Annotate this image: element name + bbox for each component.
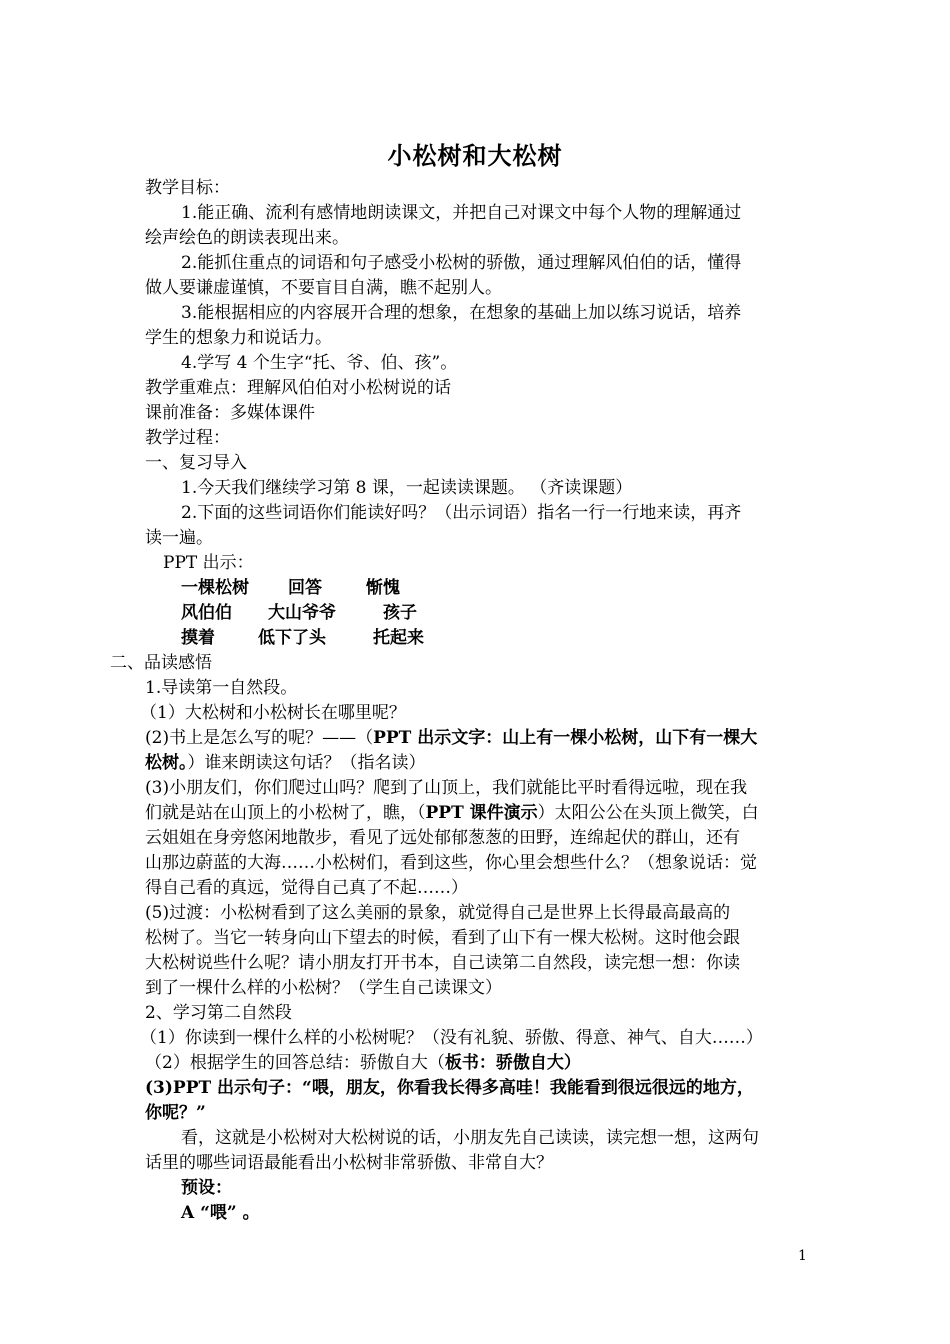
step-2-q2: （2）根据学生的回答总结：骄傲自大（板书：骄傲自大） [145,1053,581,1073]
step-1-q2-line-2: 松树。）谁来朗读这句话？（指名读） [145,753,426,773]
preset-label: 预设： [181,1178,232,1198]
ppt-word: 托起来 [373,628,424,648]
step-1-heading: 1.导读第一自然段。 [145,678,298,698]
ppt-word: 低下了头 [258,628,326,648]
ppt-label: PPT 出示： [163,553,254,573]
step-2-q4-line-1: 看，这就是小松树对大松树说的话，小朋友先自己读读，读完想一想，这两句 [181,1128,759,1148]
step-1-q3-line-4: 山那边蔚蓝的大海……小松树们，看到这些，你心里会想些什么？（想象说话：觉 [145,853,757,873]
ppt-word: 风伯伯 [181,603,232,623]
step-1-q3-line-3: 云姐姐在身旁悠闲地散步，看见了远处郁郁葱葱的田野，连绵起伏的群山，还有 [145,828,740,848]
key-difficulty: 教学重难点：理解风伯伯对小松树说的话 [145,378,451,398]
page-number: 1 [798,1248,807,1264]
step-2-q1: （1）你读到一棵什么样的小松树呢？（没有礼貌、骄傲、得意、神气、自大……） [140,1028,763,1048]
step-1-q2-line-1: (2)书上是怎么写的呢？——（PPT 出示文字：山上有一棵小松树，山下有一棵大 [145,728,758,748]
goal-3-line-1: 3.能根据相应的内容展开合理的想象，在想象的基础上加以练习说话，培养 [181,303,742,323]
ppt-word: 大山爷爷 [268,603,336,623]
step-2-q3-line-2: 你呢？” [145,1103,206,1123]
step-2-q3-line-1: (3)PPT 出示句子：“喂，朋友，你看我长得多高哇！我能看到很远很远的地方， [145,1078,754,1098]
process-heading: 教学过程： [145,428,230,448]
goal-4: 4.学写 4 个生字“托、爷、伯、孩”。 [181,353,458,373]
part-1-heading: 一、复习导入 [145,453,247,473]
step-1-q1: （1）大松树和小松树长在哪里呢？ [140,703,406,723]
preset-a: A “喂” 。 [181,1203,260,1223]
ppt-word: 一棵松树 [181,578,249,598]
goal-3-line-2: 学生的想象力和说话力。 [145,328,332,348]
ppt-word: 摸着 [181,628,215,648]
section-goals: 教学目标： [145,178,230,198]
ppt-word: 回答 [288,578,322,598]
part-1-item-2-line-1: 2.下面的这些词语你们能读好吗？（出示词语）指名一行一行地来读，再齐 [181,503,742,523]
goal-1-line-1: 1.能正确、流利有感情地朗读课文，并把自己对课文中每个人物的理解通过 [181,203,742,223]
step-1-q3-line-5: 得自己看的真远，觉得自己真了不起……） [145,878,468,898]
step-1-q3-line-1: (3)小朋友们，你们爬过山吗？爬到了山顶上，我们就能比平时看得远啦，现在我 [145,778,748,798]
goal-2-line-1: 2.能抓住重点的词语和句子感受小松树的骄傲，通过理解风伯伯的话，懂得 [181,253,742,273]
step-1-q5-line-1: (5)过渡：小松树看到了这么美丽的景象，就觉得自己是世界上长得最高最高的 [145,903,731,923]
part-1-item-2-line-2: 读一遍。 [145,528,213,548]
step-1-q3-line-2: 们就是站在山顶上的小松树了，瞧，（PPT 课件演示）太阳公公在头顶上微笑，白 [145,803,759,823]
goal-1-line-2: 绘声绘色的朗读表现出来。 [145,228,349,248]
part-1-item-1: 1.今天我们继续学习第 8 课，一起读读课题。 （齐读课题） [181,478,633,498]
step-1-q5-line-3: 大松树说些什么呢？请小朋友打开书本，自己读第二自然段，读完想一想：你读 [145,953,740,973]
step-2-q4-line-2: 话里的哪些词语最能看出小松树非常骄傲、非常自大？ [145,1153,553,1173]
document-title: 小松树和大松树 [387,141,563,170]
part-2-heading: 二、品读感悟 [110,653,212,673]
ppt-word: 孩子 [383,603,417,623]
step-2-heading: 2、学习第二自然段 [145,1003,292,1023]
step-1-q5-line-2: 松树了。当它一转身向山下望去的时候，看到了山下有一棵大松树。这时他会跟 [145,928,740,948]
step-1-q5-line-4: 到了一棵什么样的小松树？（学生自己读课文） [145,978,502,998]
ppt-word: 惭愧 [366,578,400,598]
preparation: 课前准备：多媒体课件 [145,403,315,423]
goal-2-line-2: 做人要谦虚谨慎，不要盲目自满，瞧不起别人。 [145,278,502,298]
